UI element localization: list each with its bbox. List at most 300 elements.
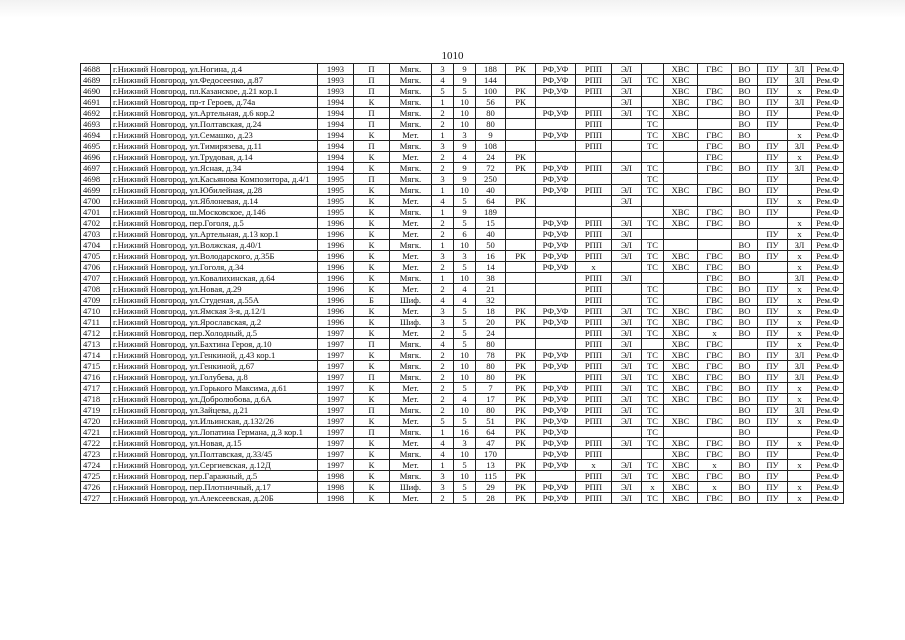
row-number-cell: 4696 bbox=[81, 152, 111, 163]
table-cell bbox=[506, 218, 536, 229]
table-cell: РФ,УФ bbox=[536, 427, 576, 438]
table-cell: К bbox=[354, 471, 390, 482]
table-cell bbox=[758, 273, 788, 284]
table-cell: Рем.Ф bbox=[812, 196, 844, 207]
table-cell bbox=[506, 141, 536, 152]
table-cell: 1998 bbox=[318, 482, 354, 493]
table-cell: Рем.Ф bbox=[812, 460, 844, 471]
table-cell: ЭЛ bbox=[612, 240, 642, 251]
table-cell: ТС bbox=[642, 174, 664, 185]
table-cell bbox=[536, 284, 576, 295]
row-number-cell: 4716 bbox=[81, 372, 111, 383]
table-cell: РФ,УФ bbox=[536, 163, 576, 174]
table-cell bbox=[506, 185, 536, 196]
table-cell bbox=[612, 284, 642, 295]
table-cell: 80 bbox=[476, 119, 506, 130]
table-cell: ЭЛ bbox=[612, 394, 642, 405]
table-cell: Рем.Ф bbox=[812, 273, 844, 284]
table-cell: 1997 bbox=[318, 350, 354, 361]
table-cell: Мягк. bbox=[390, 427, 432, 438]
table-cell: 5 bbox=[454, 339, 476, 350]
table-cell: ЭЛ bbox=[612, 405, 642, 416]
table-cell: РК bbox=[506, 394, 536, 405]
table-cell: ТС bbox=[642, 493, 664, 504]
table-cell: 1 bbox=[432, 130, 454, 141]
table-cell: ГВС bbox=[698, 97, 732, 108]
table-cell: ПУ bbox=[758, 438, 788, 449]
table-cell: ЭЛ bbox=[612, 273, 642, 284]
address-cell: г.Нижний Новгород, ул.Тимирязева, д.11 bbox=[111, 141, 318, 152]
table-cell: 2 bbox=[432, 372, 454, 383]
table-cell: Мягк. bbox=[390, 97, 432, 108]
table-cell: ВО bbox=[732, 207, 758, 218]
table-cell: 18 bbox=[476, 306, 506, 317]
table-cell: П bbox=[354, 405, 390, 416]
table-cell: 5 bbox=[454, 460, 476, 471]
table-cell: 24 bbox=[476, 152, 506, 163]
table-cell: П bbox=[354, 141, 390, 152]
table-cell: ЭЛ bbox=[612, 482, 642, 493]
table-cell: Мет. bbox=[390, 460, 432, 471]
table-cell: х bbox=[576, 460, 612, 471]
table-cell: ПУ bbox=[758, 284, 788, 295]
table-cell: 2 bbox=[432, 152, 454, 163]
row-number-cell: 4712 bbox=[81, 328, 111, 339]
table-row bbox=[81, 339, 844, 350]
table-cell bbox=[506, 284, 536, 295]
table-cell: 9 bbox=[454, 163, 476, 174]
table-cell: Мягк. bbox=[390, 86, 432, 97]
table-cell: ХВС bbox=[664, 185, 698, 196]
table-cell: 2 bbox=[432, 108, 454, 119]
table-cell: х bbox=[788, 251, 812, 262]
table-cell: 28 bbox=[476, 493, 506, 504]
table-cell: Рем.Ф bbox=[812, 438, 844, 449]
table-row bbox=[81, 306, 844, 317]
address-cell: г.Нижний Новгород, ул.Алексеевская, д.20Б bbox=[111, 493, 318, 504]
address-cell: г.Нижний Новгород, ул.Артельная, д.6 кор.2 bbox=[111, 108, 318, 119]
table-cell: Мет. bbox=[390, 229, 432, 240]
table-cell: 1 bbox=[432, 460, 454, 471]
table-cell: 9 bbox=[454, 141, 476, 152]
table-cell: ХВС bbox=[664, 251, 698, 262]
table-cell: Рем.Ф bbox=[812, 295, 844, 306]
table-cell: РК bbox=[506, 317, 536, 328]
address-cell: г.Нижний Новгород, ул.Полтавская, д.24 bbox=[111, 119, 318, 130]
table-cell: 29 bbox=[476, 482, 506, 493]
table-cell: РПП bbox=[576, 86, 612, 97]
address-cell: г.Нижний Новгород, пл.Казанское, д.21 кор.1 bbox=[111, 86, 318, 97]
table-cell: Мет. bbox=[390, 438, 432, 449]
table-cell bbox=[612, 152, 642, 163]
table-cell bbox=[664, 196, 698, 207]
table-row bbox=[81, 350, 844, 361]
table-cell: ПУ bbox=[758, 372, 788, 383]
table-cell bbox=[612, 174, 642, 185]
table-cell: 5 bbox=[454, 328, 476, 339]
table-cell: ВО bbox=[732, 449, 758, 460]
table-cell: 1996 bbox=[318, 218, 354, 229]
address-cell: г.Нижний Новгород, ул.Новая, д.29 bbox=[111, 284, 318, 295]
table-cell: 5 bbox=[432, 86, 454, 97]
table-cell: 1996 bbox=[318, 284, 354, 295]
table-cell: Рем.Ф bbox=[812, 207, 844, 218]
table-cell bbox=[698, 240, 732, 251]
table-cell: П bbox=[354, 427, 390, 438]
table-cell: 5 bbox=[454, 383, 476, 394]
table-cell: РФ,УФ bbox=[536, 361, 576, 372]
table-cell: РК bbox=[506, 416, 536, 427]
table-cell: 10 bbox=[454, 471, 476, 482]
row-number-cell: 4701 bbox=[81, 207, 111, 218]
table-cell: ТС bbox=[642, 328, 664, 339]
table-row bbox=[81, 75, 844, 86]
table-cell: Рем.Ф bbox=[812, 64, 844, 75]
table-cell: ГВС bbox=[698, 339, 732, 350]
table-cell bbox=[576, 174, 612, 185]
table-cell: 13 bbox=[476, 460, 506, 471]
table-cell: Рем.Ф bbox=[812, 317, 844, 328]
table-cell: РК bbox=[506, 251, 536, 262]
table-cell bbox=[576, 427, 612, 438]
table-cell: РФ,УФ bbox=[536, 86, 576, 97]
table-cell: РПП bbox=[576, 405, 612, 416]
table-cell: К bbox=[354, 97, 390, 108]
table-cell bbox=[788, 207, 812, 218]
table-cell: К bbox=[354, 449, 390, 460]
table-cell: ХВС bbox=[664, 306, 698, 317]
table-cell: Рем.Ф bbox=[812, 130, 844, 141]
table-cell: 250 bbox=[476, 174, 506, 185]
table-cell: ПУ bbox=[758, 493, 788, 504]
table-cell: ТС bbox=[642, 119, 664, 130]
table-cell: ЭЛ bbox=[612, 339, 642, 350]
table-cell: ЭЛ bbox=[612, 416, 642, 427]
table-cell: ВО bbox=[732, 130, 758, 141]
table-cell: ВО bbox=[732, 350, 758, 361]
table-cell: ТС bbox=[642, 306, 664, 317]
address-cell: г.Нижний Новгород, ул.Зайцева, д.21 bbox=[111, 405, 318, 416]
table-cell: ПУ bbox=[758, 240, 788, 251]
table-cell: 1996 bbox=[318, 295, 354, 306]
table-cell: ХВС bbox=[664, 207, 698, 218]
table-cell: ЭЛ bbox=[612, 64, 642, 75]
table-cell: 9 bbox=[454, 75, 476, 86]
table-cell: 1996 bbox=[318, 229, 354, 240]
table-cell: П bbox=[354, 108, 390, 119]
row-number-cell: 4725 bbox=[81, 471, 111, 482]
table-cell: х bbox=[788, 86, 812, 97]
table-cell: ТС bbox=[642, 427, 664, 438]
table-cell bbox=[664, 295, 698, 306]
table-cell: Мет. bbox=[390, 306, 432, 317]
table-cell: ВО bbox=[732, 251, 758, 262]
table-cell: 9 bbox=[476, 130, 506, 141]
table-cell: 3 bbox=[432, 471, 454, 482]
table-cell bbox=[506, 174, 536, 185]
table-cell: РФ,УФ bbox=[536, 383, 576, 394]
table-cell: 1994 bbox=[318, 141, 354, 152]
table-cell: РПП bbox=[576, 141, 612, 152]
table-cell: ЭЛ bbox=[612, 185, 642, 196]
address-cell: г.Нижний Новгород, пер.Гаражный, д.5 bbox=[111, 471, 318, 482]
table-cell: х bbox=[698, 482, 732, 493]
table-cell bbox=[732, 339, 758, 350]
table-cell: ХВС bbox=[664, 130, 698, 141]
table-cell: ЭЛ bbox=[612, 328, 642, 339]
table-cell: ТС bbox=[642, 394, 664, 405]
table-cell: ХВС bbox=[664, 383, 698, 394]
table-cell: ХВС bbox=[664, 471, 698, 482]
table-body bbox=[81, 64, 844, 504]
table-cell bbox=[576, 152, 612, 163]
table-cell bbox=[612, 262, 642, 273]
table-row bbox=[81, 284, 844, 295]
table-cell bbox=[642, 86, 664, 97]
table-cell: РПП bbox=[576, 306, 612, 317]
table-row bbox=[81, 64, 844, 75]
table-cell: ВО bbox=[732, 394, 758, 405]
table-cell: х bbox=[788, 295, 812, 306]
table-cell: 47 bbox=[476, 438, 506, 449]
table-cell: РПП bbox=[576, 64, 612, 75]
table-cell: ЭЛ bbox=[612, 218, 642, 229]
table-cell: РПП bbox=[576, 218, 612, 229]
table-cell: ГВС bbox=[698, 218, 732, 229]
row-number-cell: 4715 bbox=[81, 361, 111, 372]
table-cell: ПУ bbox=[758, 383, 788, 394]
table-cell: РПП bbox=[576, 317, 612, 328]
table-cell: 2 bbox=[432, 229, 454, 240]
table-cell bbox=[698, 427, 732, 438]
table-cell: Мет. bbox=[390, 383, 432, 394]
table-cell: ЗЛ bbox=[788, 273, 812, 284]
row-number-cell: 4698 bbox=[81, 174, 111, 185]
table-cell: 56 bbox=[476, 97, 506, 108]
table-cell: ГВС bbox=[698, 350, 732, 361]
table-cell: х bbox=[788, 152, 812, 163]
table-cell: 2 bbox=[432, 262, 454, 273]
row-number-cell: 4706 bbox=[81, 262, 111, 273]
table-row bbox=[81, 119, 844, 130]
row-number-cell: 4722 bbox=[81, 438, 111, 449]
table-cell: Мягк. bbox=[390, 64, 432, 75]
table-cell: Мягк. bbox=[390, 350, 432, 361]
address-cell: г.Нижний Новгород, ул.Лопатина Германа, д.3 кор.1 bbox=[111, 427, 318, 438]
table-cell: ГВС bbox=[698, 361, 732, 372]
address-cell: г.Нижний Новгород, ул.Ясная, д.34 bbox=[111, 163, 318, 174]
table-cell: 3 bbox=[454, 251, 476, 262]
table-cell: Рем.Ф bbox=[812, 163, 844, 174]
row-number-cell: 4724 bbox=[81, 460, 111, 471]
table-cell: ХВС bbox=[664, 86, 698, 97]
table-row bbox=[81, 482, 844, 493]
table-cell bbox=[612, 119, 642, 130]
table-cell: 4 bbox=[432, 449, 454, 460]
table-cell: ПУ bbox=[758, 163, 788, 174]
table-cell: Мягк. bbox=[390, 163, 432, 174]
table-cell bbox=[664, 152, 698, 163]
table-cell: ПУ bbox=[758, 196, 788, 207]
table-cell: РПП bbox=[576, 295, 612, 306]
table-cell: Мягк. bbox=[390, 273, 432, 284]
table-cell: ВО bbox=[732, 141, 758, 152]
table-cell: РФ,УФ bbox=[536, 262, 576, 273]
table-cell: Рем.Ф bbox=[812, 405, 844, 416]
table-cell: Рем.Ф bbox=[812, 75, 844, 86]
table-cell: ВО bbox=[732, 185, 758, 196]
address-cell: г.Нижний Новгород, ул.Полтавская, д.33/45 bbox=[111, 449, 318, 460]
table-row bbox=[81, 361, 844, 372]
table-cell: Мет. bbox=[390, 196, 432, 207]
table-cell: 4 bbox=[432, 339, 454, 350]
table-cell bbox=[788, 449, 812, 460]
table-cell: Мягк. bbox=[390, 471, 432, 482]
table-cell: Мягк. bbox=[390, 174, 432, 185]
table-cell: ГВС bbox=[698, 130, 732, 141]
table-cell: ТС bbox=[642, 218, 664, 229]
table-cell: 1996 bbox=[318, 273, 354, 284]
table-cell bbox=[642, 207, 664, 218]
table-cell: 7 bbox=[476, 383, 506, 394]
page-number: 1010 bbox=[441, 50, 464, 62]
table-cell: 10 bbox=[454, 185, 476, 196]
table-cell bbox=[506, 108, 536, 119]
table-cell bbox=[698, 119, 732, 130]
table-cell: Рем.Ф bbox=[812, 493, 844, 504]
table-cell: Рем.Ф bbox=[812, 218, 844, 229]
table-cell: 80 bbox=[476, 372, 506, 383]
table-cell: Рем.Ф bbox=[812, 350, 844, 361]
table-cell: ВО bbox=[732, 361, 758, 372]
table-cell bbox=[788, 174, 812, 185]
table-cell: РК bbox=[506, 64, 536, 75]
table-cell: Рем.Ф bbox=[812, 174, 844, 185]
table-cell: Рем.Ф bbox=[812, 86, 844, 97]
table-cell: ХВС bbox=[664, 339, 698, 350]
table-cell: ВО bbox=[732, 262, 758, 273]
housing-registry-table bbox=[80, 63, 844, 504]
table-cell: П bbox=[354, 339, 390, 350]
table-cell: ЭЛ bbox=[612, 383, 642, 394]
table-cell: 1996 bbox=[318, 240, 354, 251]
table-cell: ПУ bbox=[758, 449, 788, 460]
table-cell: ВО bbox=[732, 119, 758, 130]
table-row bbox=[81, 130, 844, 141]
table-cell: ЗЛ bbox=[788, 240, 812, 251]
table-cell bbox=[536, 295, 576, 306]
table-cell: К bbox=[354, 185, 390, 196]
table-cell: х bbox=[788, 306, 812, 317]
table-cell: ВО bbox=[732, 295, 758, 306]
table-cell: Мет. bbox=[390, 284, 432, 295]
row-number-cell: 4714 bbox=[81, 350, 111, 361]
table-cell: ГВС bbox=[698, 262, 732, 273]
table-row bbox=[81, 449, 844, 460]
table-cell: П bbox=[354, 64, 390, 75]
table-cell: ЗЛ bbox=[788, 64, 812, 75]
table-cell: 1998 bbox=[318, 493, 354, 504]
table-cell: К bbox=[354, 394, 390, 405]
table-cell: 1993 bbox=[318, 86, 354, 97]
row-number-cell: 4717 bbox=[81, 383, 111, 394]
table-row bbox=[81, 207, 844, 218]
table-cell: РФ,УФ bbox=[536, 75, 576, 86]
table-cell: ЭЛ bbox=[612, 108, 642, 119]
table-cell: 3 bbox=[432, 317, 454, 328]
table-cell: 10 bbox=[454, 97, 476, 108]
table-cell: РПП bbox=[576, 449, 612, 460]
table-cell: 38 bbox=[476, 273, 506, 284]
table-cell: ПУ bbox=[758, 416, 788, 427]
table-cell: РК bbox=[506, 306, 536, 317]
table-cell: Мет. bbox=[390, 152, 432, 163]
table-cell: ПУ bbox=[758, 185, 788, 196]
table-cell: Рем.Ф bbox=[812, 471, 844, 482]
table-cell: ВО bbox=[732, 64, 758, 75]
row-number-cell: 4719 bbox=[81, 405, 111, 416]
table-cell: 108 bbox=[476, 141, 506, 152]
table-cell: ВО bbox=[732, 218, 758, 229]
table-cell: ВО bbox=[732, 317, 758, 328]
table-cell: ГВС bbox=[698, 163, 732, 174]
table-cell: 1997 bbox=[318, 372, 354, 383]
table-row bbox=[81, 218, 844, 229]
address-cell: г.Нижний Новгород, пер.Гоголя, д.5 bbox=[111, 218, 318, 229]
table-cell: РПП bbox=[576, 482, 612, 493]
address-cell: г.Нижний Новгород, ул.Бахтина Героя, д.10 bbox=[111, 339, 318, 350]
table-cell: ПУ bbox=[758, 108, 788, 119]
table-cell: РПП bbox=[576, 119, 612, 130]
row-number-cell: 4692 bbox=[81, 108, 111, 119]
table-cell: 10 bbox=[454, 119, 476, 130]
table-cell bbox=[698, 108, 732, 119]
table-cell: 3 bbox=[454, 130, 476, 141]
table-cell: ВО bbox=[732, 383, 758, 394]
table-cell bbox=[698, 229, 732, 240]
table-cell bbox=[698, 174, 732, 185]
address-cell: г.Нижний Новгород, ул.Володарского, д.35Б bbox=[111, 251, 318, 262]
table-cell: 2 bbox=[432, 493, 454, 504]
table-cell: ТС bbox=[642, 163, 664, 174]
table-cell: ТС bbox=[642, 405, 664, 416]
table-cell: 1997 bbox=[318, 328, 354, 339]
table-cell: х bbox=[788, 262, 812, 273]
table-cell: ТС bbox=[642, 471, 664, 482]
table-row bbox=[81, 383, 844, 394]
table-cell: ГВС bbox=[698, 317, 732, 328]
scan-header-noise bbox=[0, 0, 905, 18]
row-number-cell: 4710 bbox=[81, 306, 111, 317]
table-cell: РФ,УФ bbox=[536, 394, 576, 405]
table-cell bbox=[698, 75, 732, 86]
address-cell: г.Нижний Новгород, ул.Ярославская, д.2 bbox=[111, 317, 318, 328]
table-row bbox=[81, 251, 844, 262]
table-cell bbox=[732, 174, 758, 185]
row-number-cell: 4713 bbox=[81, 339, 111, 350]
table-row bbox=[81, 328, 844, 339]
table-cell: ВО bbox=[732, 284, 758, 295]
table-cell: Рем.Ф bbox=[812, 185, 844, 196]
table-cell: ТС bbox=[642, 460, 664, 471]
table-cell bbox=[732, 152, 758, 163]
table-cell: ПУ bbox=[758, 405, 788, 416]
table-cell: 3 bbox=[432, 64, 454, 75]
table-cell bbox=[506, 339, 536, 350]
table-cell: ТС bbox=[642, 262, 664, 273]
table-cell: 14 bbox=[476, 262, 506, 273]
table-cell: К bbox=[354, 152, 390, 163]
